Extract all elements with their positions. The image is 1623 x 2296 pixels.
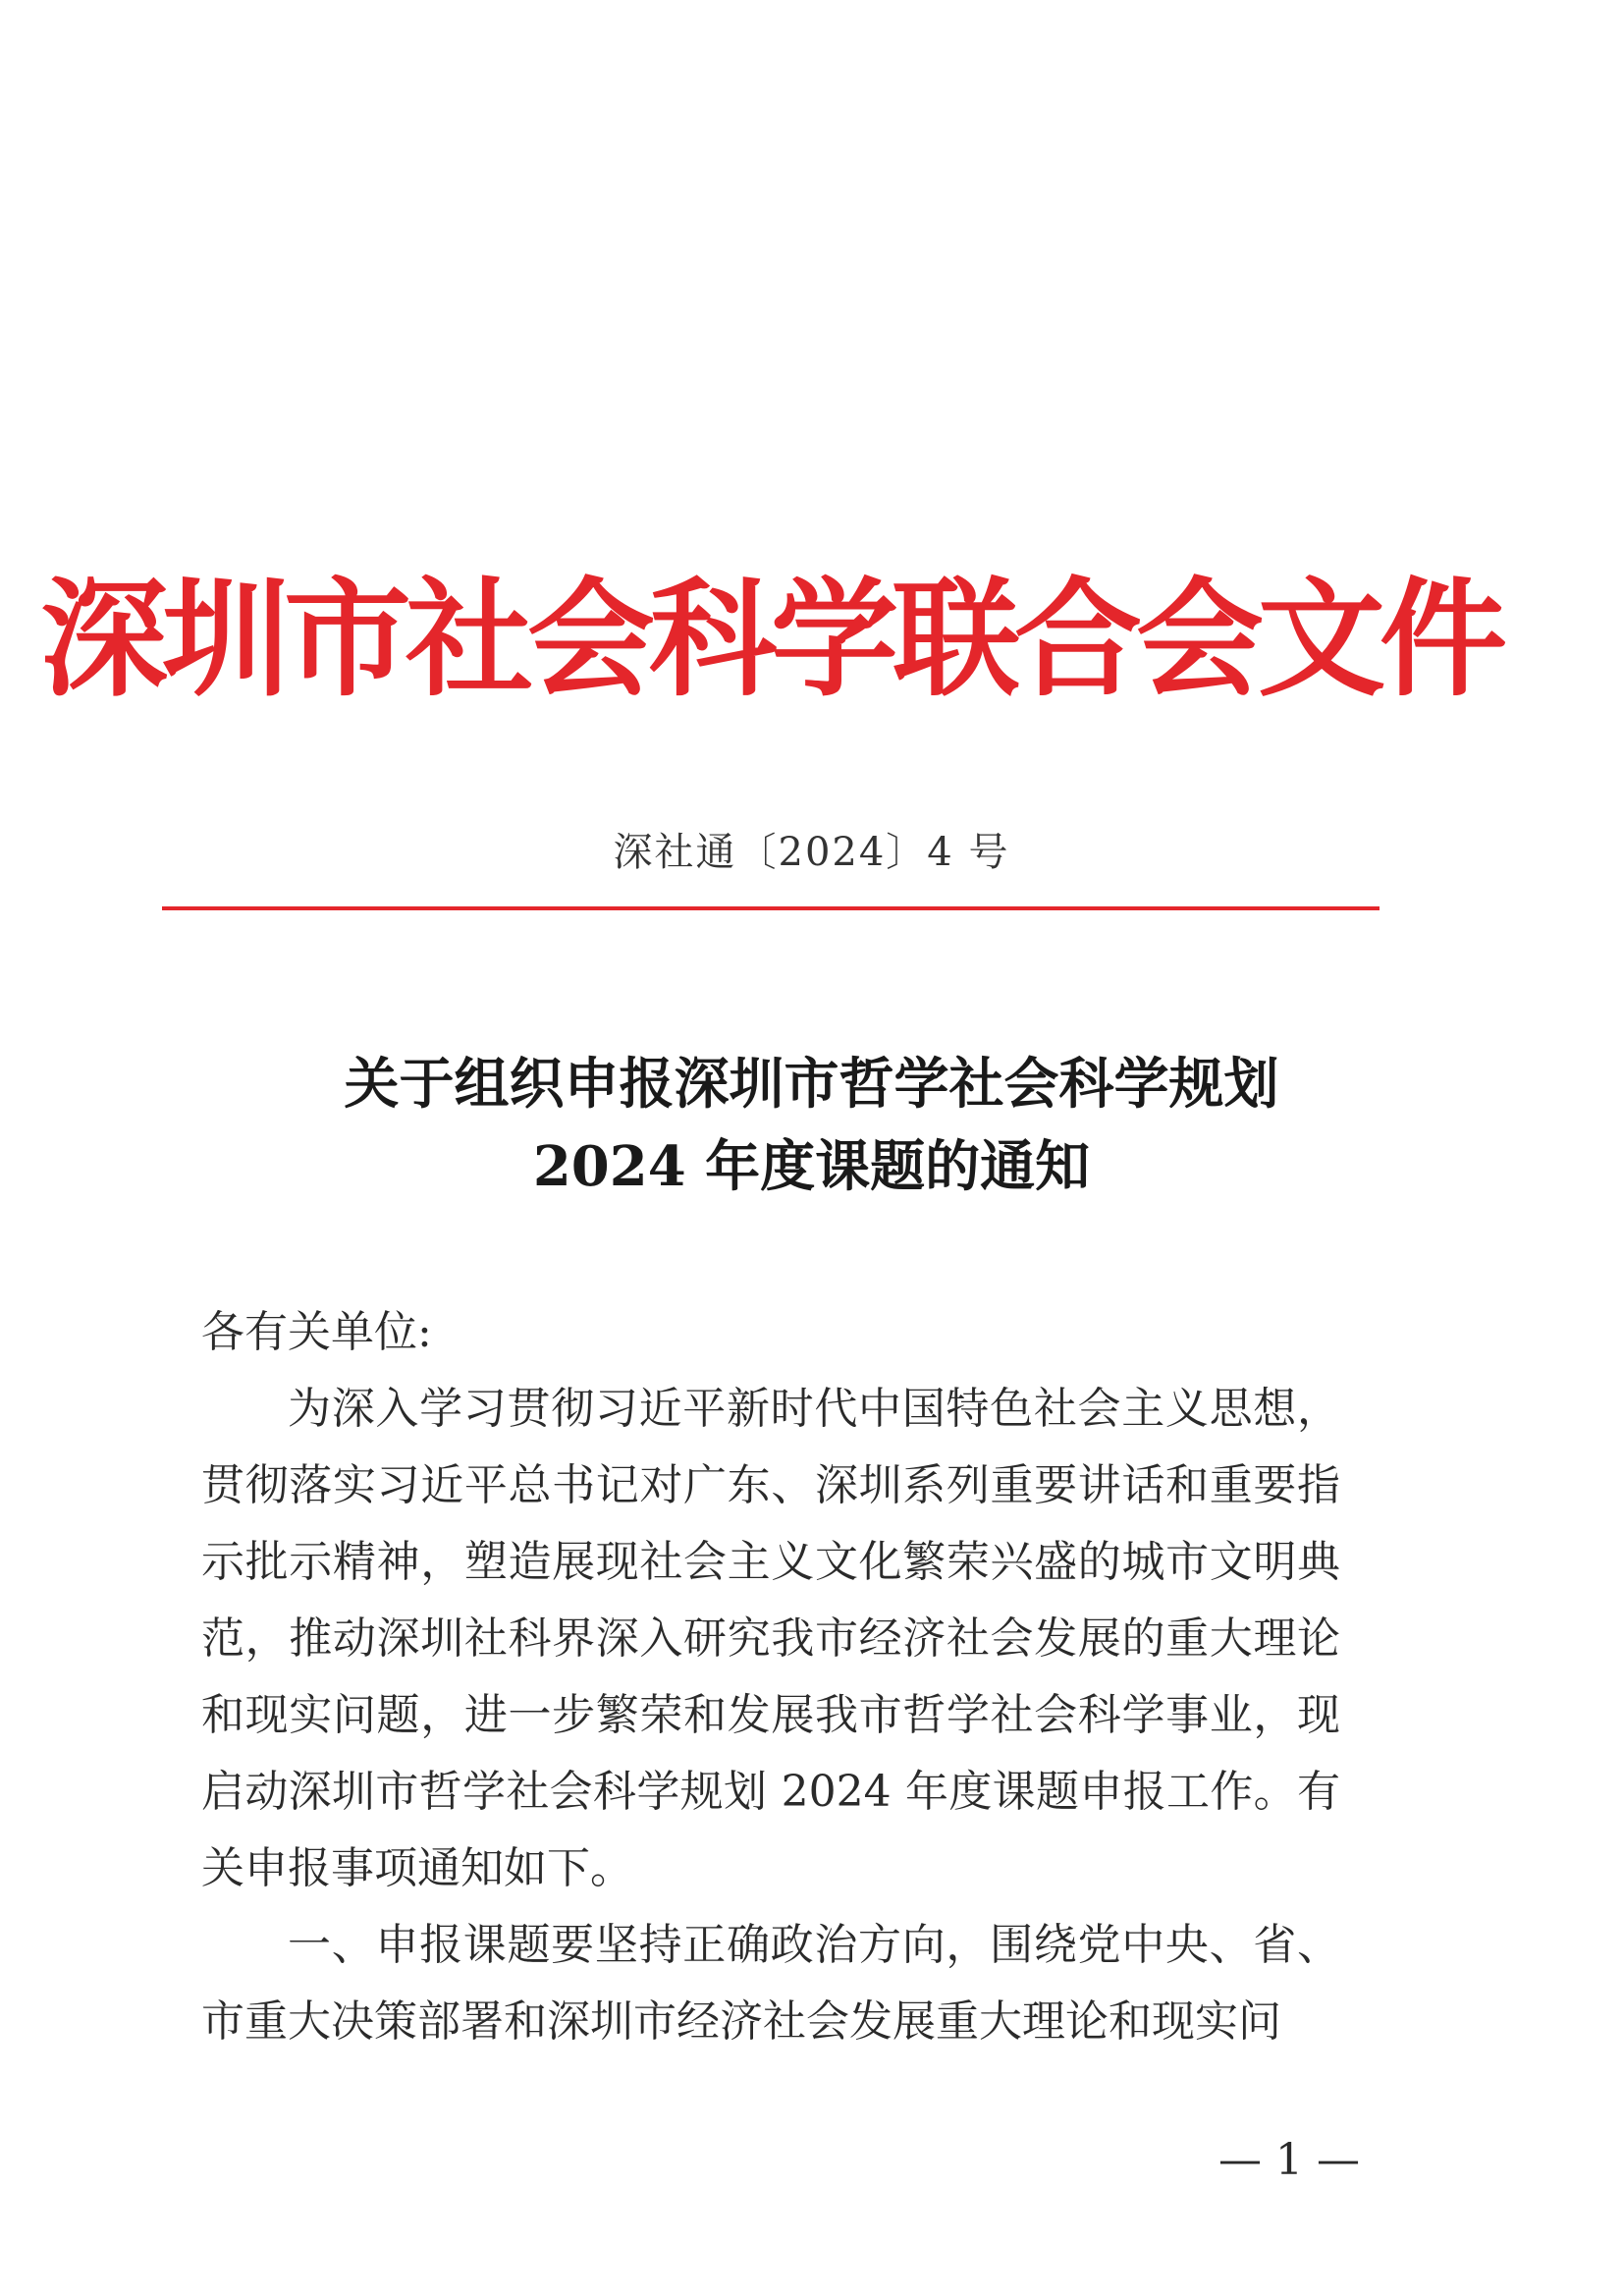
notice-body (201, 1294, 1340, 2060)
page-number: — 1 — (1218, 2135, 1360, 2185)
notice-title-line-2: 2024 年度课题的通知 (532, 1134, 1091, 1199)
issuing-authority-header: 深圳市社会科学联合会文件 (40, 564, 1502, 714)
notice-title (0, 1043, 1623, 1208)
document-number: 深社通〔2024〕4 号 (613, 830, 1010, 875)
notice-title-line-1: 关于组织申报深圳市哲学社会科学规划 (344, 1052, 1279, 1117)
paragraph-intro: 为深入学习贯彻习近平新时代中国特色社会主义思想，贯彻落实习近平总书记对广东、深圳系列重要讲话和重要指示批示精神，塑造展现社会主义文化繁荣兴盛的城市文明典范，推动深圳社科界深入研究我市经济社会发展的重大理论和现实问题，进一步繁荣和发展我市哲学社会科学事业，现启动深圳市哲学社会科学规划 2024 年度课题申报工作。有关申报事项通知如下。 (201, 1384, 1340, 1893)
red-divider-line (162, 906, 1380, 910)
paragraph-item-1: 一、申报课题要坚持正确政治方向，围绕党中央、省、市重大决策部署和深圳市经济社会发展重大理论和现实问 (201, 1920, 1340, 2047)
salutation: 各有关单位: (201, 1307, 432, 1357)
